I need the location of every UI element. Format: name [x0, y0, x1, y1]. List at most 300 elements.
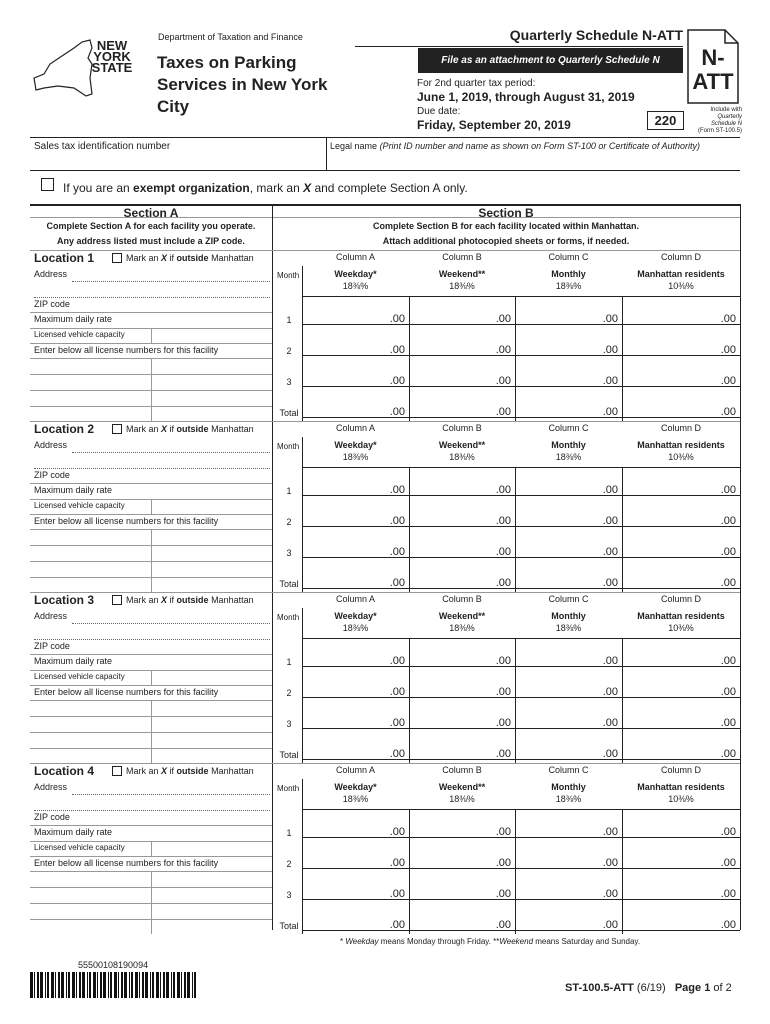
- barcode-bar: [129, 972, 130, 998]
- form-number: [565, 982, 732, 994]
- address-label: Address: [34, 440, 68, 450]
- barcode-bar: [72, 972, 75, 998]
- amount-cell[interactable]: .00: [389, 748, 405, 760]
- form-title: Taxes on Parking Services in New York City: [157, 53, 328, 116]
- row-label: 2: [286, 517, 292, 527]
- location-top-rule: [30, 592, 740, 593]
- amount-cell[interactable]: .00: [495, 546, 511, 558]
- amount-cell[interactable]: .00: [389, 313, 405, 325]
- amount-cell[interactable]: .00: [389, 919, 405, 931]
- exempt-prefix: If you are an: [63, 181, 134, 195]
- column-rate: 18⅜%: [555, 623, 582, 633]
- max-rate-label: Maximum daily rate: [34, 314, 113, 324]
- form-code: 220: [647, 111, 684, 130]
- column-sub: [515, 439, 622, 463]
- address-field-2[interactable]: [34, 297, 270, 298]
- license-numbers-label: Enter below all license numbers for this facility: [34, 858, 219, 868]
- location-top-rule: [30, 421, 740, 422]
- address-field-2[interactable]: [34, 639, 270, 640]
- amount-cell[interactable]: .00: [720, 686, 736, 698]
- barcode: [30, 972, 198, 998]
- page-label: Page: [674, 982, 705, 994]
- amount-cell[interactable]: .00: [389, 888, 405, 900]
- mark-suffix: Manhattan: [208, 595, 254, 605]
- form-code-corner: [687, 29, 739, 104]
- amount-cell[interactable]: .00: [495, 344, 511, 356]
- row-label: 3: [286, 377, 292, 387]
- form-id: ST-100.5-ATT: [565, 982, 634, 994]
- footnote-1-rest: means Monday through Friday. **: [378, 937, 500, 946]
- barcode-bar: [93, 972, 96, 998]
- amount-cell[interactable]: .00: [495, 577, 511, 589]
- outside-manhattan-checkbox[interactable]: [112, 253, 122, 263]
- barcode-bar: [45, 972, 46, 998]
- column-rule: [622, 638, 623, 763]
- month-label: Month: [277, 613, 300, 622]
- column-type: Weekday*: [334, 782, 377, 792]
- barcode-bar: [145, 972, 148, 998]
- column-sub: [409, 439, 515, 463]
- barcode-number: 55500108190094: [78, 960, 149, 970]
- footnote-1: *: [340, 937, 346, 946]
- location-block: [0, 421, 770, 592]
- corner-code-1: N-: [701, 45, 725, 70]
- exempt-suffix: and complete Section A only.: [311, 181, 468, 195]
- include-line-2: Quarterly: [717, 114, 742, 120]
- column-type: Manhattan residents: [637, 440, 725, 450]
- barcode-bar: [58, 972, 60, 998]
- zip-label: ZIP code: [34, 812, 70, 822]
- barcode-bar: [156, 972, 159, 998]
- section-b-title: Section B: [272, 204, 740, 218]
- amount-cell[interactable]: .00: [720, 515, 736, 527]
- row-label: 3: [286, 890, 292, 900]
- column-head: Column A: [335, 423, 376, 433]
- max-rate-label: Maximum daily rate: [34, 656, 113, 666]
- column-type: Weekday*: [334, 440, 377, 450]
- zip-label: ZIP code: [34, 470, 70, 480]
- amount-cell[interactable]: .00: [602, 717, 618, 729]
- barcode-bar: [103, 972, 106, 998]
- barcode-bar: [139, 972, 140, 998]
- amount-cell[interactable]: .00: [495, 888, 511, 900]
- column-type: Manhattan residents: [637, 269, 725, 279]
- barcode-bar: [177, 972, 180, 998]
- outside-manhattan-label: [126, 424, 254, 434]
- amount-cell[interactable]: .00: [720, 857, 736, 869]
- footnote: [340, 937, 640, 946]
- legal-name-label: Legal name: [330, 141, 378, 151]
- column-rate: 18⅜%: [342, 452, 369, 462]
- column-type: Weekend**: [438, 440, 486, 450]
- amount-cell[interactable]: .00: [720, 717, 736, 729]
- outside-manhattan-label: [126, 253, 254, 263]
- row-label: 1: [286, 657, 292, 667]
- column-type: Weekend**: [438, 782, 486, 792]
- column-sub: [409, 268, 515, 292]
- barcode-bar: [114, 972, 117, 998]
- column-head: Column D: [660, 423, 701, 433]
- barcode-bar: [100, 972, 102, 998]
- column-head: Column B: [442, 423, 482, 433]
- column-head: Column A: [335, 252, 376, 262]
- amount-cell[interactable]: .00: [720, 826, 736, 838]
- amount-cell[interactable]: .00: [389, 406, 405, 418]
- column-rate: 18⅜%: [449, 281, 475, 291]
- section-a-title: Section A: [30, 204, 272, 218]
- nys-logo: [30, 34, 138, 104]
- barcode-bar: [30, 972, 33, 998]
- license-numbers-label: Enter below all license numbers for this facility: [34, 516, 219, 526]
- amount-cell[interactable]: .00: [720, 888, 736, 900]
- attachment-banner: File as an attachment to Quarterly Schedule N: [418, 48, 683, 73]
- amount-cell[interactable]: .00: [720, 577, 736, 589]
- id-separator: [326, 138, 327, 171]
- location-block: [0, 250, 770, 421]
- capacity-divider: [151, 499, 152, 514]
- column-rate: 18⅜%: [449, 452, 475, 462]
- capacity-divider: [151, 328, 152, 343]
- column-head: Column D: [660, 765, 701, 775]
- barcode-bar: [124, 972, 127, 998]
- mark-mid: if: [167, 424, 177, 434]
- amount-cell[interactable]: .00: [389, 857, 405, 869]
- due-label: Due date:: [417, 106, 461, 117]
- barcode-bar: [37, 972, 39, 998]
- row-label: 1: [286, 315, 292, 325]
- column-rate: 18⅜%: [555, 281, 582, 291]
- amount-cell[interactable]: .00: [495, 826, 511, 838]
- amount-cell[interactable]: .00: [720, 375, 736, 387]
- amount-cell[interactable]: .00: [602, 655, 618, 667]
- row-label: 2: [286, 859, 292, 869]
- amount-cell[interactable]: .00: [389, 655, 405, 667]
- section-a-inst-1: Complete Section A for each facility you operate.: [46, 221, 256, 231]
- amount-cell[interactable]: .00: [720, 546, 736, 558]
- amount-cell[interactable]: .00: [495, 406, 511, 418]
- page-num: 1: [704, 982, 711, 994]
- column-sub: [622, 439, 740, 463]
- outside-manhattan-checkbox[interactable]: [112, 766, 122, 776]
- column-head: Column B: [442, 252, 482, 262]
- location-name: Location 4: [34, 764, 95, 778]
- capacity-label: Licensed vehicle capacity: [34, 843, 125, 852]
- footnote-weekend: Weekend: [499, 937, 534, 946]
- row-label: 1: [286, 828, 292, 838]
- address-field[interactable]: [72, 623, 270, 624]
- row-label: 2: [286, 346, 292, 356]
- mark-bold: outside: [176, 766, 209, 776]
- rule: [30, 856, 272, 857]
- address-field-2[interactable]: [34, 810, 270, 811]
- amount-cell[interactable]: .00: [495, 686, 511, 698]
- column-sub: [302, 610, 409, 634]
- include-note: [698, 107, 742, 135]
- column-type: Weekend**: [438, 611, 486, 621]
- barcode-bar: [110, 972, 112, 998]
- address-field[interactable]: [72, 452, 270, 453]
- legal-name-field[interactable]: [330, 141, 700, 151]
- amount-cell[interactable]: .00: [495, 313, 511, 325]
- form-date: (6/19): [633, 982, 666, 994]
- amount-cell[interactable]: .00: [602, 546, 618, 558]
- amount-cell[interactable]: .00: [389, 515, 405, 527]
- logo-line-2: YORK: [93, 49, 131, 64]
- column-sub: [622, 610, 740, 634]
- amount-cell[interactable]: .00: [495, 515, 511, 527]
- mark-bold: outside: [176, 595, 209, 605]
- column-sub: [302, 781, 409, 805]
- logo-line-3: STATE: [91, 60, 133, 75]
- location-name: Location 1: [34, 251, 95, 265]
- barcode-bar: [184, 972, 186, 998]
- barcode-bar: [87, 972, 88, 998]
- page-of: of 2: [710, 982, 732, 994]
- due-value: Friday, September 20, 2019: [417, 118, 571, 132]
- column-rate: 18⅜%: [449, 623, 475, 633]
- amount-cell[interactable]: .00: [495, 484, 511, 496]
- department-name: Department of Taxation and Finance: [158, 32, 303, 42]
- barcode-bar: [108, 972, 109, 998]
- month-label: Month: [277, 271, 300, 280]
- mark-x: X: [161, 766, 168, 776]
- column-rate: 18⅜%: [555, 794, 582, 804]
- location-name: Location 3: [34, 593, 95, 607]
- address-field-2[interactable]: [34, 468, 270, 469]
- exempt-x: X: [303, 181, 312, 195]
- column-head: Column B: [442, 594, 482, 604]
- amount-cell[interactable]: .00: [602, 919, 618, 931]
- column-head: Column C: [548, 765, 589, 775]
- barcode-bar: [142, 972, 144, 998]
- address-label: Address: [34, 269, 68, 279]
- capacity-label: Licensed vehicle capacity: [34, 672, 125, 681]
- capacity-label: Licensed vehicle capacity: [34, 330, 125, 339]
- period-label: For 2nd quarter tax period:: [417, 78, 536, 89]
- amount-cell[interactable]: .00: [389, 686, 405, 698]
- amount-cell[interactable]: .00: [389, 344, 405, 356]
- rule: [30, 312, 272, 313]
- column-type: Weekday*: [334, 611, 377, 621]
- mark-bold: outside: [176, 253, 209, 263]
- amount-cell[interactable]: .00: [602, 515, 618, 527]
- barcode-bar: [187, 972, 190, 998]
- amount-cell[interactable]: .00: [602, 888, 618, 900]
- column-head: Column C: [548, 594, 589, 604]
- license-divider: [151, 871, 152, 934]
- amount-cell[interactable]: .00: [495, 748, 511, 760]
- column-sub: [622, 268, 740, 292]
- barcode-bar: [40, 972, 43, 998]
- amount-cell[interactable]: .00: [389, 717, 405, 729]
- amount-cell[interactable]: .00: [495, 717, 511, 729]
- address-field[interactable]: [72, 794, 270, 795]
- column-rule: [622, 809, 623, 934]
- rule: [302, 296, 740, 297]
- column-sub: [622, 781, 740, 805]
- address-field[interactable]: [72, 281, 270, 282]
- section-b-instructions: [272, 219, 740, 249]
- column-rate: 18⅜%: [342, 281, 369, 291]
- row-label: 3: [286, 548, 292, 558]
- capacity-divider: [151, 841, 152, 856]
- column-head: Column C: [548, 423, 589, 433]
- barcode-bar: [160, 972, 161, 998]
- column-rate: 10⅜%: [668, 794, 694, 804]
- amount-cell[interactable]: .00: [602, 826, 618, 838]
- amount-cell[interactable]: .00: [389, 577, 405, 589]
- column-sub: [302, 439, 409, 463]
- column-rate: 10⅜%: [668, 452, 694, 462]
- amount-cell[interactable]: .00: [602, 375, 618, 387]
- location-block: [0, 592, 770, 763]
- capacity-label: Licensed vehicle capacity: [34, 501, 125, 510]
- license-numbers-label: Enter below all license numbers for this facility: [34, 687, 219, 697]
- column-head: Column C: [548, 252, 589, 262]
- rule: [302, 809, 740, 810]
- capacity-divider: [151, 670, 152, 685]
- column-type: Monthly: [551, 269, 586, 279]
- mark-mid: if: [167, 766, 177, 776]
- footnote-2-rest: means Saturday and Sunday.: [533, 937, 641, 946]
- period-value: June 1, 2019, through August 31, 2019: [417, 90, 635, 104]
- amount-cell[interactable]: .00: [602, 406, 618, 418]
- section-a-instructions: [30, 219, 272, 249]
- column-type: Monthly: [551, 611, 586, 621]
- rule: [30, 514, 272, 515]
- barcode-bar: [181, 972, 182, 998]
- column-type: Monthly: [551, 782, 586, 792]
- schedule-title: Quarterly Schedule N-ATT: [509, 27, 683, 43]
- barcode-bar: [118, 972, 119, 998]
- mark-suffix: Manhattan: [208, 253, 254, 263]
- amount-cell[interactable]: .00: [720, 919, 736, 931]
- zip-label: ZIP code: [34, 641, 70, 651]
- barcode-bar: [51, 972, 54, 998]
- rule: [30, 654, 272, 655]
- row-label: Total: [279, 921, 299, 931]
- column-sub: [409, 781, 515, 805]
- amount-cell[interactable]: .00: [602, 857, 618, 869]
- exempt-checkbox[interactable]: [41, 178, 54, 191]
- column-type: Manhattan residents: [637, 782, 725, 792]
- barcode-bar: [192, 972, 193, 998]
- barcode-bar: [97, 972, 98, 998]
- barcode-bar: [47, 972, 49, 998]
- barcode-bar: [89, 972, 91, 998]
- barcode-bar: [66, 972, 67, 998]
- barcode-bar: [131, 972, 133, 998]
- amount-cell[interactable]: .00: [495, 655, 511, 667]
- row-label: Total: [279, 408, 299, 418]
- barcode-bar: [163, 972, 165, 998]
- row-label: Total: [279, 750, 299, 760]
- amount-cell[interactable]: .00: [720, 748, 736, 760]
- column-rule: [622, 467, 623, 592]
- mark-prefix: Mark an: [126, 766, 162, 776]
- include-line-1: Include with: [710, 107, 742, 113]
- license-divider: [151, 700, 152, 763]
- rule: [30, 343, 272, 344]
- sales-tax-id-field[interactable]: Sales tax identification number: [34, 141, 171, 152]
- license-divider: [151, 529, 152, 592]
- column-head: Column A: [335, 594, 376, 604]
- column-rate: 18⅜%: [342, 623, 369, 633]
- amount-cell[interactable]: .00: [720, 655, 736, 667]
- row-label: Total: [279, 579, 299, 589]
- amount-cell[interactable]: .00: [495, 375, 511, 387]
- mark-prefix: Mark an: [126, 424, 162, 434]
- row-label: 3: [286, 719, 292, 729]
- barcode-bar: [152, 972, 154, 998]
- mark-suffix: Manhattan: [208, 766, 254, 776]
- max-rate-label: Maximum daily rate: [34, 827, 113, 837]
- mark-suffix: Manhattan: [208, 424, 254, 434]
- column-type: Weekday*: [334, 269, 377, 279]
- section-b-inst-2: Attach additional photocopied sheets or forms, if needed.: [382, 236, 630, 246]
- amount-cell[interactable]: .00: [720, 484, 736, 496]
- amount-cell[interactable]: .00: [389, 546, 405, 558]
- mark-prefix: Mark an: [126, 253, 162, 263]
- mark-prefix: Mark an: [126, 595, 162, 605]
- barcode-bar: [166, 972, 169, 998]
- amount-cell[interactable]: .00: [602, 344, 618, 356]
- column-head: Column B: [442, 765, 482, 775]
- column-head: Column D: [660, 252, 701, 262]
- mark-x: X: [161, 595, 168, 605]
- amount-cell[interactable]: .00: [495, 857, 511, 869]
- mark-mid: if: [167, 253, 177, 263]
- barcode-bar: [82, 972, 85, 998]
- mark-bold: outside: [176, 424, 209, 434]
- amount-cell[interactable]: .00: [602, 686, 618, 698]
- amount-cell[interactable]: .00: [602, 484, 618, 496]
- include-line-4: (Form ST-100.5): [698, 128, 743, 134]
- barcode-bar: [173, 972, 175, 998]
- rule: [30, 483, 272, 484]
- rule: [302, 467, 740, 468]
- amount-cell[interactable]: .00: [602, 748, 618, 760]
- amount-cell[interactable]: .00: [389, 375, 405, 387]
- license-divider: [151, 358, 152, 421]
- header-rule: [355, 46, 683, 47]
- outside-manhattan-checkbox[interactable]: [112, 595, 122, 605]
- rule: [30, 685, 272, 686]
- amount-cell[interactable]: .00: [602, 577, 618, 589]
- amount-cell[interactable]: .00: [389, 484, 405, 496]
- amount-cell[interactable]: .00: [389, 826, 405, 838]
- rule: [30, 825, 272, 826]
- outside-manhattan-checkbox[interactable]: [112, 424, 122, 434]
- exempt-instruction: [63, 181, 468, 195]
- amount-cell[interactable]: .00: [495, 919, 511, 931]
- month-label: Month: [277, 442, 300, 451]
- column-rate: 10⅜%: [668, 281, 694, 291]
- zip-label: ZIP code: [34, 299, 70, 309]
- logo-line-1: NEW: [96, 38, 128, 53]
- exempt-middle: , mark an: [249, 181, 304, 195]
- barcode-bar: [194, 972, 196, 998]
- location-top-rule: [30, 250, 740, 251]
- location-top-rule: [30, 763, 740, 764]
- amount-cell[interactable]: .00: [720, 313, 736, 325]
- amount-cell[interactable]: .00: [602, 313, 618, 325]
- address-label: Address: [34, 782, 68, 792]
- barcode-bar: [79, 972, 81, 998]
- column-rate: 18⅜%: [449, 794, 475, 804]
- amount-cell[interactable]: .00: [720, 406, 736, 418]
- amount-cell[interactable]: .00: [720, 344, 736, 356]
